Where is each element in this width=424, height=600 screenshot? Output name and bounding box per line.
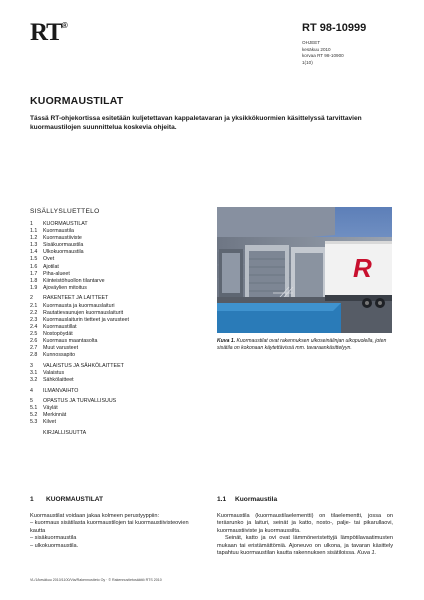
toc-entry-number: 1.2 <box>30 235 38 242</box>
toc-entry-number: 4 <box>30 387 33 394</box>
toc-entry-number: 3.2 <box>30 376 38 383</box>
toc-entry-label: Piha-alueet <box>43 270 70 277</box>
toc-entry-number <box>30 430 43 437</box>
meta-line: OHJEET <box>302 40 321 45</box>
toc-entry-label: Valaistus <box>43 369 65 376</box>
toc-entry-label: Ulkokuormaustila <box>43 249 84 256</box>
toc-entry-label: Väylät <box>43 405 58 412</box>
toc-entry-label: Kuormaustillat <box>43 323 77 330</box>
toc-entry-number: 2.7 <box>30 345 38 352</box>
toc-entry-number: 2.2 <box>30 309 38 316</box>
toc-entry-number: 1.6 <box>30 263 38 270</box>
toc-entry-number: 3 <box>30 362 33 369</box>
toc-entry <box>30 310 190 317</box>
page-title: KUORMAUSTILAT <box>30 95 124 107</box>
section-1 <box>30 496 200 550</box>
toc-entry <box>30 430 190 437</box>
section-1-1-paragraph: Kuormaustila (kuormaustilaelementti) on tilaelementti, jossa on teräsrunko ja laituri, seinät ja katto, nosto-, palje- tai pikarullaovi, kuormaustiiviste ja kuormaussilta. <box>217 512 393 534</box>
toc-entry-label: ILMANVAIHTO <box>43 387 79 394</box>
toc-entry-label: Kuormaustila <box>43 228 74 235</box>
list-item: – kuormaus sisätilasta kuormaustilojen tai kuormaustiivisteovien kautta <box>30 520 189 534</box>
toc-entry-label: KUORMAUSTILAT <box>43 221 88 227</box>
toc-entry-number: 1.7 <box>30 270 38 277</box>
figure-reference: Kuva 1. <box>357 550 377 556</box>
toc-entry-number: 1.8 <box>30 277 38 284</box>
list-item: – ulkokuormaustila. <box>30 542 79 549</box>
toc-entry <box>30 317 190 324</box>
toc-entry <box>30 331 190 338</box>
toc-entry <box>30 221 190 228</box>
toc-entry <box>30 235 190 242</box>
toc-entry <box>30 303 190 310</box>
figure-caption <box>217 338 392 352</box>
toc-entry <box>30 352 190 359</box>
toc-entry-label: Kunnossapito <box>43 352 76 359</box>
toc-entry-number: 2.1 <box>30 302 38 309</box>
document-number: RT 98-10999 <box>302 22 367 34</box>
toc-entry-label: Sähkölaitteet <box>43 376 74 383</box>
toc-entry-number: 2 <box>30 295 33 302</box>
toc-entry-label: Kuormaus maantasolta <box>43 338 98 344</box>
rt-logo: RT® <box>30 19 67 46</box>
section-1-intro: Kuormaustilat voidaan jakaa kolmeen perustyyppiin: <box>30 512 160 519</box>
table-of-contents <box>30 221 190 437</box>
toc-entry-number: 1 <box>30 221 33 227</box>
meta-line: 1(10) <box>302 59 313 65</box>
toc-entry-number: 1.5 <box>30 256 38 263</box>
toc-entry-number: 5.1 <box>30 405 38 412</box>
document-meta <box>302 40 344 66</box>
toc-entry-label: Ovet <box>43 256 55 263</box>
toc-entry-number: 2.8 <box>30 352 38 359</box>
page-footer: VL/1/kesäkuu 2010/1100/Via/Rakennustieto Oy · © Rakennustietosäätiö RTS 2010 <box>30 578 162 582</box>
toc-entry <box>30 388 190 395</box>
toc-entry <box>30 345 190 352</box>
toc-entry-number: 2.5 <box>30 330 38 337</box>
toc-entry-number: 1.4 <box>30 249 38 256</box>
toc-entry-label: Kuormaustiiviste <box>43 235 82 242</box>
section-1-1-paragraph: Seinät, katto ja ovi ovat lämmöneristettyjä lämpötilavaatimusten mukaan tai eristämättömiä. Ajoneuvo on ulkona, ja tavaran käsittely tapahtuu kuormaustilan kautta rakennuksen sisätiloissa. Kuva 1. <box>217 535 393 556</box>
toc-entry-label: Kuormauslaiturin tietteet ja varusteet <box>43 316 129 323</box>
toc-entry-label: Kilvet <box>43 419 56 426</box>
toc-entry <box>30 419 190 426</box>
toc-entry-label: Ajoväylien mitoitus <box>43 284 87 291</box>
toc-entry-label: RAKENTEET JA LAITTEET <box>43 295 109 302</box>
toc-entry <box>30 324 190 331</box>
toc-entry-label: Nostopöydät <box>43 330 73 337</box>
toc-entry-number: 1.1 <box>30 228 38 235</box>
toc-entry <box>30 295 190 302</box>
toc-heading: SISÄLLYSLUETTELO <box>30 208 100 215</box>
toc-entry <box>30 249 190 256</box>
toc-entry-label: Merkinnät <box>43 412 67 419</box>
toc-entry-number: 1.3 <box>30 242 38 249</box>
toc-entry <box>30 412 190 419</box>
truck-logo-text: R <box>353 253 372 283</box>
toc-entry <box>30 264 190 271</box>
section-1-1 <box>217 496 393 558</box>
toc-entry <box>30 405 190 412</box>
toc-entry-label: OPASTUS JA TURVALLISUUS <box>43 398 117 405</box>
toc-entry-number: 2.6 <box>30 338 38 344</box>
section-1-1-heading: 1.1 Kuormaustila <box>217 496 278 503</box>
meta-line: korvaa RT 98-10900 <box>302 53 344 59</box>
toc-entry <box>30 398 190 405</box>
toc-entry-label: KIRJALLISUUTTA <box>43 430 87 437</box>
section-1-heading: 1 KUORMAUSTILAT <box>30 496 104 503</box>
caption-label: Kuva 1. <box>217 338 236 344</box>
toc-entry-number: 2.4 <box>30 323 38 330</box>
lead-paragraph: Tässä RT-ohjekortissa esitetään kuljetettavan kappaletavaran ja yksikkökuormien käsittelyssä tarvittavien kuormaustilojen suunnittelua koskevia ohjeita. <box>30 115 362 132</box>
toc-entry <box>30 256 190 263</box>
toc-entry <box>30 242 190 249</box>
caption-text: Kuormaustilat ovat rakennuksen ulkoseinälinjan ulkopuolella, joten sisätila on kokonaan käytettävissä mm. tavaraankäsittelyyn. <box>217 338 387 351</box>
toc-entry <box>30 285 190 292</box>
toc-entry <box>30 363 190 370</box>
toc-entry <box>30 370 190 377</box>
toc-entry-label: Rautatievaunujen kuormauslaiturit <box>43 309 124 316</box>
toc-entry-label: Ajotilat <box>43 263 59 270</box>
toc-entry-label: Kuormausta ja kuormauslaituri <box>43 302 115 309</box>
toc-entry-number: 5 <box>30 398 33 405</box>
toc-entry <box>30 377 190 384</box>
toc-entry-label: Muut varusteet <box>43 345 79 352</box>
toc-entry-number: 3.1 <box>30 369 38 376</box>
toc-entry <box>30 338 190 345</box>
toc-entry <box>30 271 190 278</box>
toc-entry-label: Sisäkuormaustila <box>43 242 84 249</box>
toc-entry <box>30 228 190 235</box>
toc-entry <box>30 278 190 285</box>
toc-entry-label: Kiinteistöhuollon tilantarve <box>43 277 105 284</box>
loading-dock-photo <box>217 207 392 333</box>
toc-entry-number: 2.3 <box>30 316 38 323</box>
toc-entry-number: 5.3 <box>30 419 38 426</box>
meta-line: kesäkuu 2010 <box>302 46 331 52</box>
toc-entry-number: 1.9 <box>30 284 38 291</box>
list-item: – sisäkuormaustila <box>30 535 77 541</box>
toc-entry-number: 5.2 <box>30 412 38 419</box>
toc-entry-label: VALAISTUS JA SÄHKÖLAITTEET <box>43 362 124 369</box>
